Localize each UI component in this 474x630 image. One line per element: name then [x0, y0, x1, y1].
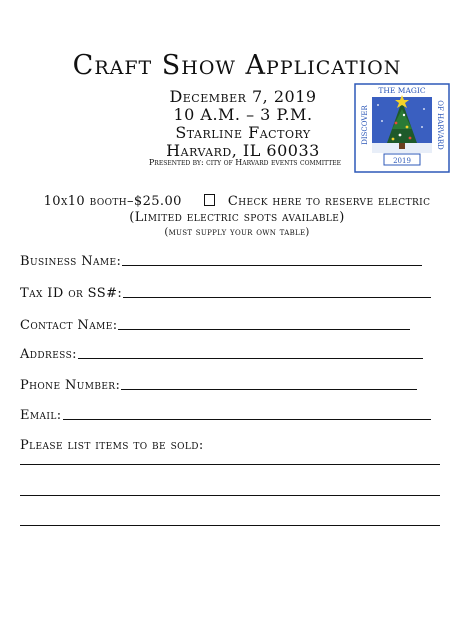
phone-number-line[interactable] [121, 388, 417, 390]
contact-name-line[interactable] [118, 328, 410, 330]
tax-id-line[interactable] [123, 296, 431, 298]
form-title: Craft Show Application [72, 50, 402, 81]
phone-number-label: Phone Number: [20, 378, 121, 393]
items-prompt-label: Please list items to be sold: [20, 438, 204, 453]
event-city: Harvard, IL 60033 [166, 141, 320, 160]
address-label: Address: [20, 347, 77, 362]
electric-check-label: Check here to reserve electric [227, 194, 431, 209]
limited-electric-note: (Limited electric spots available) [129, 210, 345, 225]
electric-checkbox[interactable] [204, 194, 215, 206]
table-note: (must supply your own table) [164, 227, 310, 238]
event-venue: Starline Factory [175, 123, 311, 142]
booth-price: 10x10 booth–$25.00 [43, 194, 182, 209]
items-line-3[interactable] [20, 525, 440, 526]
items-line-2[interactable] [20, 495, 440, 496]
contact-name-label: Contact Name: [20, 318, 118, 333]
tax-id-field[interactable] [20, 281, 431, 301]
logo-year: 2019 [393, 157, 411, 165]
email-field[interactable] [20, 403, 431, 423]
logo-left-text: DISCOVER [361, 105, 369, 145]
phone-number-field[interactable] [20, 373, 417, 393]
presented-by: Presented by: city of Harvard events committee [148, 158, 342, 167]
business-name-field[interactable] [20, 249, 422, 269]
items-line-1[interactable] [20, 464, 440, 465]
email-line[interactable] [63, 418, 431, 420]
event-date: December 7, 2019 [169, 87, 317, 106]
event-info [148, 88, 338, 160]
booth-line [0, 194, 474, 209]
address-line[interactable] [78, 357, 423, 359]
address-field[interactable] [20, 342, 423, 362]
email-label: Email: [20, 408, 62, 423]
event-time: 10 A.M. – 3 P.M. [173, 105, 313, 124]
logo-right-text: OF HARVARD [436, 100, 444, 150]
contact-name-field[interactable] [20, 313, 410, 333]
logo-top-text: THE MAGIC [378, 86, 426, 95]
business-name-label: Business Name: [20, 254, 122, 269]
tax-id-label: Tax ID or SS#: [20, 286, 123, 301]
discover-magic-logo [354, 83, 450, 173]
business-name-line[interactable] [122, 264, 422, 266]
items-prompt [20, 433, 204, 453]
